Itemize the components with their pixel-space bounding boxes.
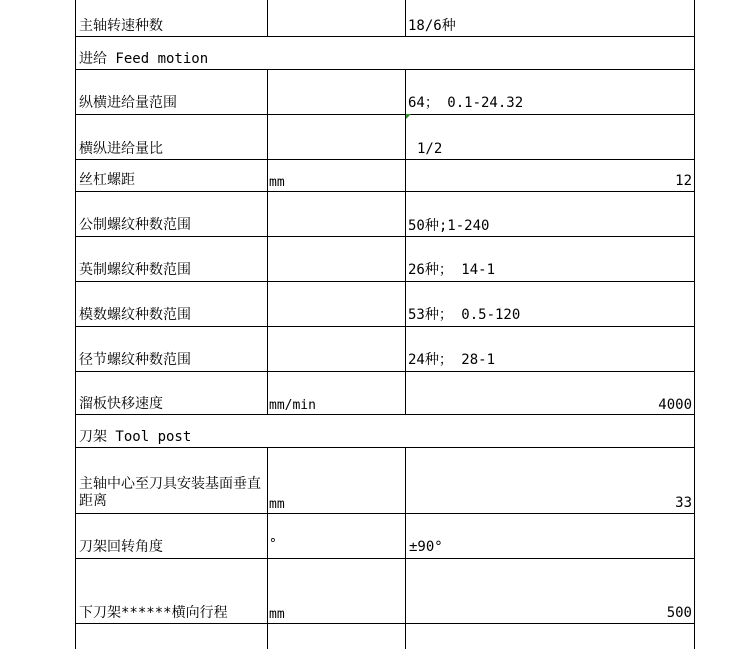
grid-line bbox=[75, 558, 695, 559]
lower-tool-travel-value: 500 bbox=[666, 605, 692, 621]
leadscrew-pitch-unit: mm bbox=[269, 175, 285, 190]
grid-line bbox=[75, 326, 695, 327]
apron-rapid-label: 溜板快移速度 bbox=[79, 396, 163, 412]
apron-rapid-unit: mm/min bbox=[269, 398, 316, 413]
section-heading-feed: 进给 Feed motion bbox=[79, 51, 209, 67]
grid-line bbox=[75, 114, 695, 115]
grid-line bbox=[75, 513, 695, 514]
inch-thread-value: 26种； 14-1 bbox=[408, 262, 496, 278]
cell-comment-marker bbox=[406, 114, 411, 119]
grid-line bbox=[75, 371, 695, 372]
grid-line bbox=[267, 0, 268, 36]
feed-range-value: 64； 0.1-24.32 bbox=[408, 95, 524, 111]
spindle-to-tool-label: 主轴中心至刀具安装基面垂直距离 bbox=[79, 476, 261, 509]
grid-line bbox=[405, 69, 406, 414]
lower-tool-travel-label: 下刀架******横向行程 bbox=[79, 605, 228, 621]
inch-thread-label: 英制螺纹种数范围 bbox=[79, 262, 191, 278]
feed-range-label: 纵横进给量范围 bbox=[79, 95, 177, 111]
tool-rotation-unit: ° bbox=[269, 537, 277, 552]
grid-line bbox=[75, 191, 695, 192]
grid-line bbox=[75, 414, 695, 415]
grid-line bbox=[405, 0, 406, 36]
grid-line bbox=[75, 447, 695, 448]
section-heading-tool-post: 刀架 Tool post bbox=[79, 429, 192, 445]
spindle-to-tool-value: 33 bbox=[675, 495, 692, 511]
grid-line bbox=[75, 159, 695, 160]
tool-rotation-label: 刀架回转角度 bbox=[79, 539, 163, 555]
dp-thread-value: 24种； 28-1 bbox=[408, 352, 496, 368]
metric-thread-value: 50种;1-240 bbox=[408, 218, 490, 234]
grid-line bbox=[405, 447, 406, 649]
grid-line bbox=[75, 623, 695, 624]
leadscrew-pitch-label: 丝杠螺距 bbox=[79, 172, 135, 188]
spindle-to-tool-unit: mm bbox=[269, 497, 285, 512]
feed-ratio-value: 1/2 bbox=[417, 141, 443, 157]
spindle-speed-count-value: 18/6种 bbox=[408, 18, 456, 34]
dp-thread-label: 径节螺纹种数范围 bbox=[79, 352, 191, 368]
tool-rotation-value: ±90° bbox=[409, 539, 443, 555]
spindle-speed-count-label: 主轴转速种数 bbox=[79, 18, 163, 34]
grid-line bbox=[75, 281, 695, 282]
grid-line bbox=[267, 69, 268, 414]
lower-tool-travel-unit: mm bbox=[269, 607, 285, 622]
feed-ratio-label: 横纵进给量比 bbox=[79, 141, 163, 157]
apron-rapid-value: 4000 bbox=[658, 397, 692, 413]
module-thread-label: 模数螺纹种数范围 bbox=[79, 307, 191, 323]
grid-line bbox=[267, 447, 268, 649]
grid-line bbox=[75, 0, 76, 649]
leadscrew-pitch-value: 12 bbox=[675, 173, 692, 189]
grid-line bbox=[75, 69, 695, 70]
grid-line bbox=[75, 236, 695, 237]
grid-line bbox=[694, 0, 695, 649]
grid-line bbox=[75, 36, 695, 37]
module-thread-value: 53种； 0.5-120 bbox=[408, 307, 521, 323]
metric-thread-label: 公制螺纹种数范围 bbox=[79, 217, 191, 233]
